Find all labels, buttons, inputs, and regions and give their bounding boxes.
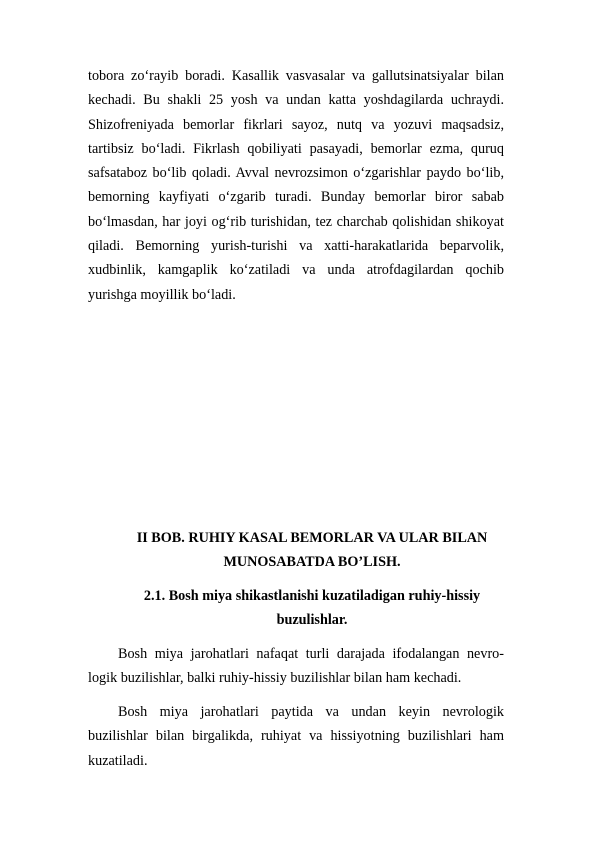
body-paragraph: Bosh miya jarohatlari nafaqat turli darajada ifodalangan nevro- logik buzilishlar, balki ruhiy-hissiy buzilishlar bilan ham kechadi.	[88, 646, 504, 687]
body-paragraph: Bosh miya jarohatlari paytida va undan keyin nevrologik buzilishlar bilan birgalikda, ruhiyat va hissiyotning buzilishlari ham kuzatiladi.	[88, 704, 504, 769]
chapter-heading: II BOB. RUHIY KASAL BEMORLAR VA ULAR BILAN MUNOSABATDA BO’LISH.	[136, 530, 488, 571]
body-paragraph-top: tobora zo‘rayib boradi. Kasallik vasvasalar va gallutsinatsiyalar bilan kechadi. Bu shakli 25 yosh va undan katta yoshdagilarda uchraydi. Shizofreniyada bemorlar fikrlari sayoz, nutq va yozuvi maqsadsiz, tartibsiz bo‘ladi. Fikrlash qobiliyati pasayadi, bemorlar ezma, quruq safsataboz bo‘lib qoladi. Avval nevrozsimon o‘zgarishlar paydo bo‘lib, bemorning kayfiyati o‘zgarib turadi. Bunday bemorlar biror sabab bo‘lmasdan, har joyi og‘rib turishidan, tez charchab qolishidan shikoyat qiladi. Bemorning yurish-turishi va xatti-harakatlarida beparvolik, xudbinlik, kamgaplik ko‘zatiladi va unda atrofdagilardan qochib yurishga moyillik bo‘ladi.	[88, 68, 504, 303]
section-heading: 2.1. Bosh miya shikastlanishi kuzatiladigan ruhiy-hissiy buzulishlar.	[143, 588, 481, 629]
